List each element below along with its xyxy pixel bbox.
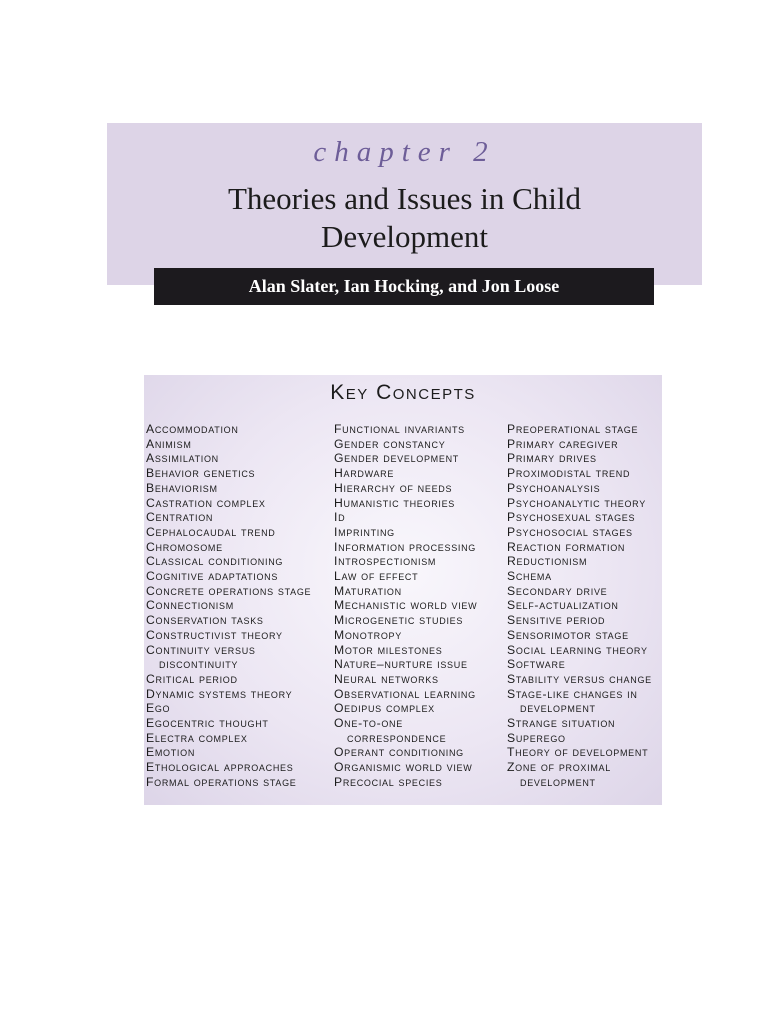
concept-item: Egocentric thought bbox=[146, 716, 269, 731]
concept-item: Continuity versus bbox=[146, 642, 256, 657]
concept-item: Cognitive adaptations bbox=[146, 569, 279, 584]
concept-item: Centration bbox=[146, 510, 214, 525]
concept-item: Psychosocial stages bbox=[507, 524, 633, 539]
concept-item: Humanistic theories bbox=[334, 495, 455, 510]
concept-item: Chromosome bbox=[146, 539, 223, 554]
key-concepts-heading: Key Concepts bbox=[330, 381, 476, 404]
concept-item: Behaviorism bbox=[146, 480, 218, 495]
concept-item: Stage-like changes in bbox=[507, 686, 638, 701]
concept-item: Monotropy bbox=[334, 627, 402, 642]
concept-item: Imprinting bbox=[334, 524, 395, 539]
concept-item: Introspectionism bbox=[334, 554, 437, 569]
concept-item: Information processing bbox=[334, 539, 477, 554]
concept-item: Dynamic systems theory bbox=[146, 686, 293, 701]
concept-item: Emotion bbox=[146, 745, 196, 760]
concept-item: Primary caregiver bbox=[507, 436, 619, 451]
concept-item: Microgenetic studies bbox=[334, 613, 464, 628]
concept-item: Operant conditioning bbox=[334, 745, 464, 760]
concept-item: Constructivist theory bbox=[146, 627, 283, 642]
concept-item: One-to-one bbox=[334, 716, 403, 731]
concept-item: Secondary drive bbox=[507, 583, 608, 598]
concept-item: Nature–nurture issue bbox=[334, 657, 468, 672]
key-concepts-column-1 bbox=[146, 422, 311, 790]
concept-item: Conservation tasks bbox=[146, 613, 264, 628]
chapter-label: chapter 2 bbox=[313, 136, 496, 168]
concept-item: Precocial species bbox=[334, 774, 443, 789]
concept-item: Ethological approaches bbox=[146, 760, 294, 775]
concept-item: Social learning theory bbox=[507, 642, 648, 657]
concept-item: Psychoanalytic theory bbox=[507, 495, 646, 510]
concept-item: Sensorimotor stage bbox=[507, 627, 629, 642]
concept-item: Strange situation bbox=[507, 716, 616, 731]
concept-item: Stability versus change bbox=[507, 671, 652, 686]
concept-item: Animism bbox=[146, 436, 192, 451]
concept-item-continuation: development bbox=[520, 701, 596, 716]
concept-item: Reaction formation bbox=[507, 539, 626, 554]
concept-item: Psychosexual stages bbox=[507, 510, 636, 525]
concept-item-continuation: discontinuity bbox=[159, 657, 239, 672]
concept-item: Law of effect bbox=[334, 569, 419, 584]
concept-item: Mechanistic world view bbox=[334, 598, 478, 613]
concept-item: Electra complex bbox=[146, 730, 248, 745]
concept-item: Gender constancy bbox=[334, 436, 446, 451]
concept-item: Id bbox=[334, 510, 346, 525]
chapter-title-line-2: Development bbox=[320, 219, 488, 254]
concept-item: Reductionism bbox=[507, 554, 588, 569]
concept-item: Hardware bbox=[334, 466, 395, 481]
concept-item: Psychoanalysis bbox=[507, 480, 601, 495]
concept-item: Behavior genetics bbox=[146, 466, 256, 481]
concept-item: Preoperational stage bbox=[507, 422, 639, 436]
concept-item: Proximodistal trend bbox=[507, 466, 631, 481]
concept-item: Assimilation bbox=[146, 451, 219, 466]
concept-item: Accommodation bbox=[146, 422, 239, 436]
concept-item: Maturation bbox=[334, 583, 402, 598]
concept-item: Motor milestones bbox=[334, 642, 443, 657]
concept-item: Primary drives bbox=[507, 451, 597, 466]
concept-item: Critical period bbox=[146, 671, 238, 686]
concept-item: Connectionism bbox=[146, 598, 234, 613]
concept-item: Oedipus complex bbox=[334, 701, 435, 716]
concept-item: Organismic world view bbox=[334, 760, 473, 775]
chapter-title bbox=[107, 180, 702, 256]
concept-item: Sensitive period bbox=[507, 613, 606, 628]
author-bar: Alan Slater, Ian Hocking, and Jon Loose bbox=[154, 268, 654, 305]
concept-item: Observational learning bbox=[334, 686, 476, 701]
concept-item: Theory of development bbox=[507, 745, 649, 760]
key-concepts-column-3 bbox=[507, 422, 652, 790]
concept-item: Gender development bbox=[334, 451, 459, 466]
concept-item: Ego bbox=[146, 701, 171, 716]
concept-item: Superego bbox=[507, 730, 566, 745]
concept-item: Zone of proximal bbox=[507, 760, 611, 775]
concept-item: Cephalocaudal trend bbox=[146, 524, 276, 539]
concept-item: Hierarchy of needs bbox=[334, 480, 453, 495]
concept-item: Software bbox=[507, 657, 566, 672]
chapter-title-line-1: Theories and Issues in Child bbox=[227, 181, 581, 216]
concept-item-continuation: development bbox=[520, 774, 596, 789]
concept-item: Concrete operations stage bbox=[146, 583, 312, 598]
concept-item: Schema bbox=[507, 569, 552, 584]
concept-item-continuation: correspondence bbox=[347, 730, 447, 745]
concept-item: Castration complex bbox=[146, 495, 266, 510]
concept-item: Formal operations stage bbox=[146, 774, 297, 789]
concept-item: Self-actualization bbox=[507, 598, 619, 613]
concept-item: Neural networks bbox=[334, 671, 439, 686]
concept-item: Functional invariants bbox=[334, 422, 465, 436]
key-concepts-column-2 bbox=[334, 422, 477, 790]
concept-item: Classical conditioning bbox=[146, 554, 284, 569]
